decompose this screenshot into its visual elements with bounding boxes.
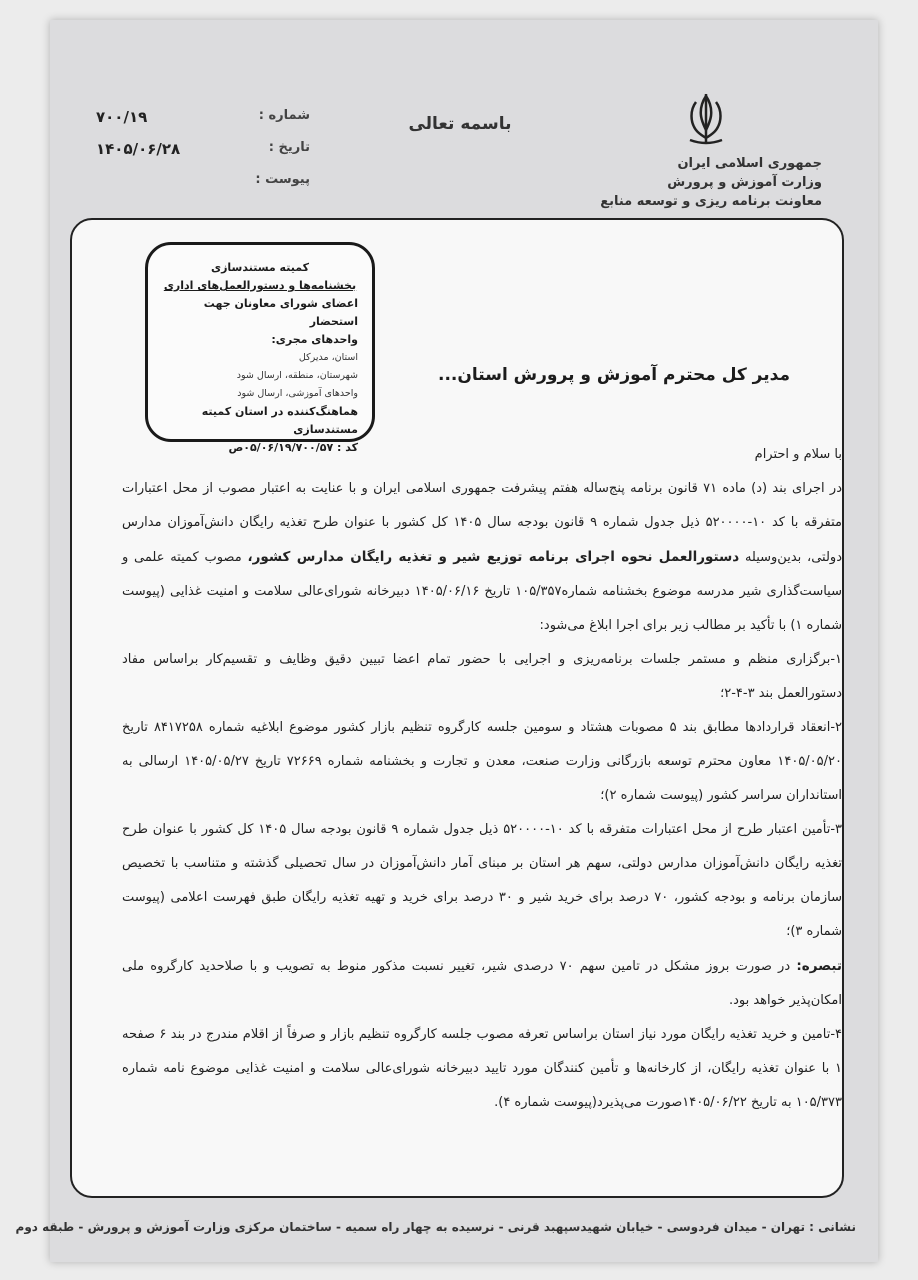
number-value: ۷۰۰/۱۹ <box>96 108 148 126</box>
stamp-title: کمیته مستندسازی <box>211 261 309 274</box>
stamp-line: واحدهای آموزشی، ارسال شود <box>237 388 358 399</box>
org-line: جمهوری اسلامی ایران <box>677 156 822 171</box>
attachment-label: پیوست : <box>255 172 310 187</box>
letter-body <box>122 438 842 1198</box>
list-item: ۳-تأمین اعتبار طرح از محل اعتبارات متفرقه با کد ۱۰-۵۲۰۰۰۰ ذیل جدول شماره ۹ قانون بودجه سال ۱۴۰۵ کل کشور با عنوان طرح تغذیه رایگان دانش‌آموزان مدارس دولتی، سهم هر استان بر مبنای آمار دانش‌آموزان در سال تحصیلی گذشته و متناسب با تخصیص سازمان برنامه و بودجه کشور، ۷۰ درصد برای خرید شیر و ۳۰ درصد برای خرید و تهیه تغذیه رایگان طبق فهرست اعلامی (پیوست شماره ۳)؛ <box>122 822 843 939</box>
stamp-code: کد : ۰۵/۰۶/۱۹/۷۰۰/۵۷ص <box>228 441 358 454</box>
stamp-subtitle: بخشنامه‌ها و دستورالعمل‌های اداری <box>163 279 357 292</box>
letter-page <box>15 20 878 1262</box>
organization-block <box>552 154 822 211</box>
stamp-line: استان، مدیرکل <box>298 352 358 363</box>
note <box>122 949 842 1018</box>
list-item: ۲-انعقاد قراردادها مطابق بند ۵ مصوبات هشتاد و سومین جلسه کارگروه تنظیم بازار کشور موضوع ابلاغیه شماره ۸۴۱۷۲۵۸ تاریخ ۱۴۰۵/۰۵/۲۰ معاون محترم توسعه بازرگانی وزارت صنعت، معدن و تجارت و بخشنامه شماره ۷۲۶۶۹ تاریخ ۱۴۰۵/۰۵/۲۷ ارسالی به استانداران سراسر کشور (پیوست شماره ۲)؛ <box>122 720 843 803</box>
footer-address: نشانی : تهران - میدان فردوسی - خیابان شهیدسپهبد قرنی - نرسیده به چهار راه سمیه - ساختمان مرکزی وزارت آموزش و پرورش - طبقه دوم <box>15 1220 856 1234</box>
documentation-stamp <box>145 242 375 454</box>
addressee: مدیر کل محترم آموزش و پرورش استان... <box>438 365 790 385</box>
list-item: ۱-برگزاری منظم و مستمر جلسات برنامه‌ریزی و اجرایی با حضور تمام اعضا تبیین دقیق وظایف و تقسیم‌کار براساس مفاد دستورالعمل بند ۳-۴-۲؛ <box>122 652 842 701</box>
greeting: با سلام و احترام <box>754 447 842 462</box>
note-label: تبصره: <box>796 958 842 974</box>
paragraph <box>122 472 842 643</box>
letter-meta <box>90 108 310 204</box>
paragraph-text: مصوب کمیته علمی و سیاست‌گذاری شیر مدرسه موضوع بخشنامه شماره۱۰۵/۳۵۷ تاریخ ۱۴۰۵/۰۶/۱۶ دبیرخانه شورای‌عالی سلامت و امنیت غذایی (پیوست شماره ۱) با تأکید بر مطالب زیر برای اجرا ابلاغ می‌شود: <box>122 550 842 633</box>
org-line: معاونت برنامه ریزی و توسعه منابع <box>600 194 822 209</box>
basmala: باسمه تعالی <box>408 114 512 134</box>
stamp-line: هماهنگ‌کننده در استان کمیته مستندسازی <box>201 405 358 436</box>
stamp-line: اعضای شورای معاونان جهت استحضار <box>203 297 358 328</box>
date-label: تاریخ : <box>268 140 310 155</box>
number-label: شماره : <box>258 108 310 123</box>
org-line: وزارت آموزش و پرورش <box>667 175 822 190</box>
paragraph-text: در اجرای بند (د) ماده ۷۱ قانون برنامه پنج‌ساله هفتم پیشرفت جمهوری اسلامی ایران و با عنایت به اعتبار مصوب از محل اعتبارات متفرقه با کد ۱۰-۵۲۰۰۰۰ ذیل جدول شماره ۹ قانون بودجه سال ۱۴۰۵ کل کشور با عنوان طرح تغذیه رایگان دانش‌آموزان مدارس دولتی، بدین‌وسیله <box>122 481 842 565</box>
letterhead <box>50 20 878 220</box>
stamp-line: واحدهای مجری: <box>271 333 358 346</box>
paragraph-bold: دستورالعمل نحوه اجرای برنامه توزیع شیر و تغذیه رایگان مدارس کشور، <box>247 549 740 565</box>
date-value: ۱۴۰۵/۰۶/۲۸ <box>96 140 181 158</box>
list-item: ۴-تامین و خرید تغذیه رایگان مورد نیاز استان براساس تعرفه مصوب جلسه کارگروه تنظیم بازار و صرفاً از اقلام مندرج در بند ۶ صفحه ۱ با عنوان تغذیه رایگان، از کارخانه‌ها و تأمین کنندگان مورد تایید دبیرخانه شورای‌عالی سلامت و امنیت غذایی موضوع نامه شماره ۱۰۵/۳۷۳ به تاریخ ۱۴۰۵/۰۶/۲۲صورت می‌پذیرد(پیوست شماره ۴). <box>122 1027 842 1110</box>
emblem-icon <box>684 92 728 148</box>
stamp-line: شهرستان، منطقه، ارسال شود <box>236 370 358 381</box>
note-text: در صورت بروز مشکل در تامین سهم ۷۰ درصدی شیر، تغییر نسبت مذکور منوط به تصویب و با صلاحدید کارگروه ملی امکان‌پذیر خواهد بود. <box>122 959 842 1008</box>
